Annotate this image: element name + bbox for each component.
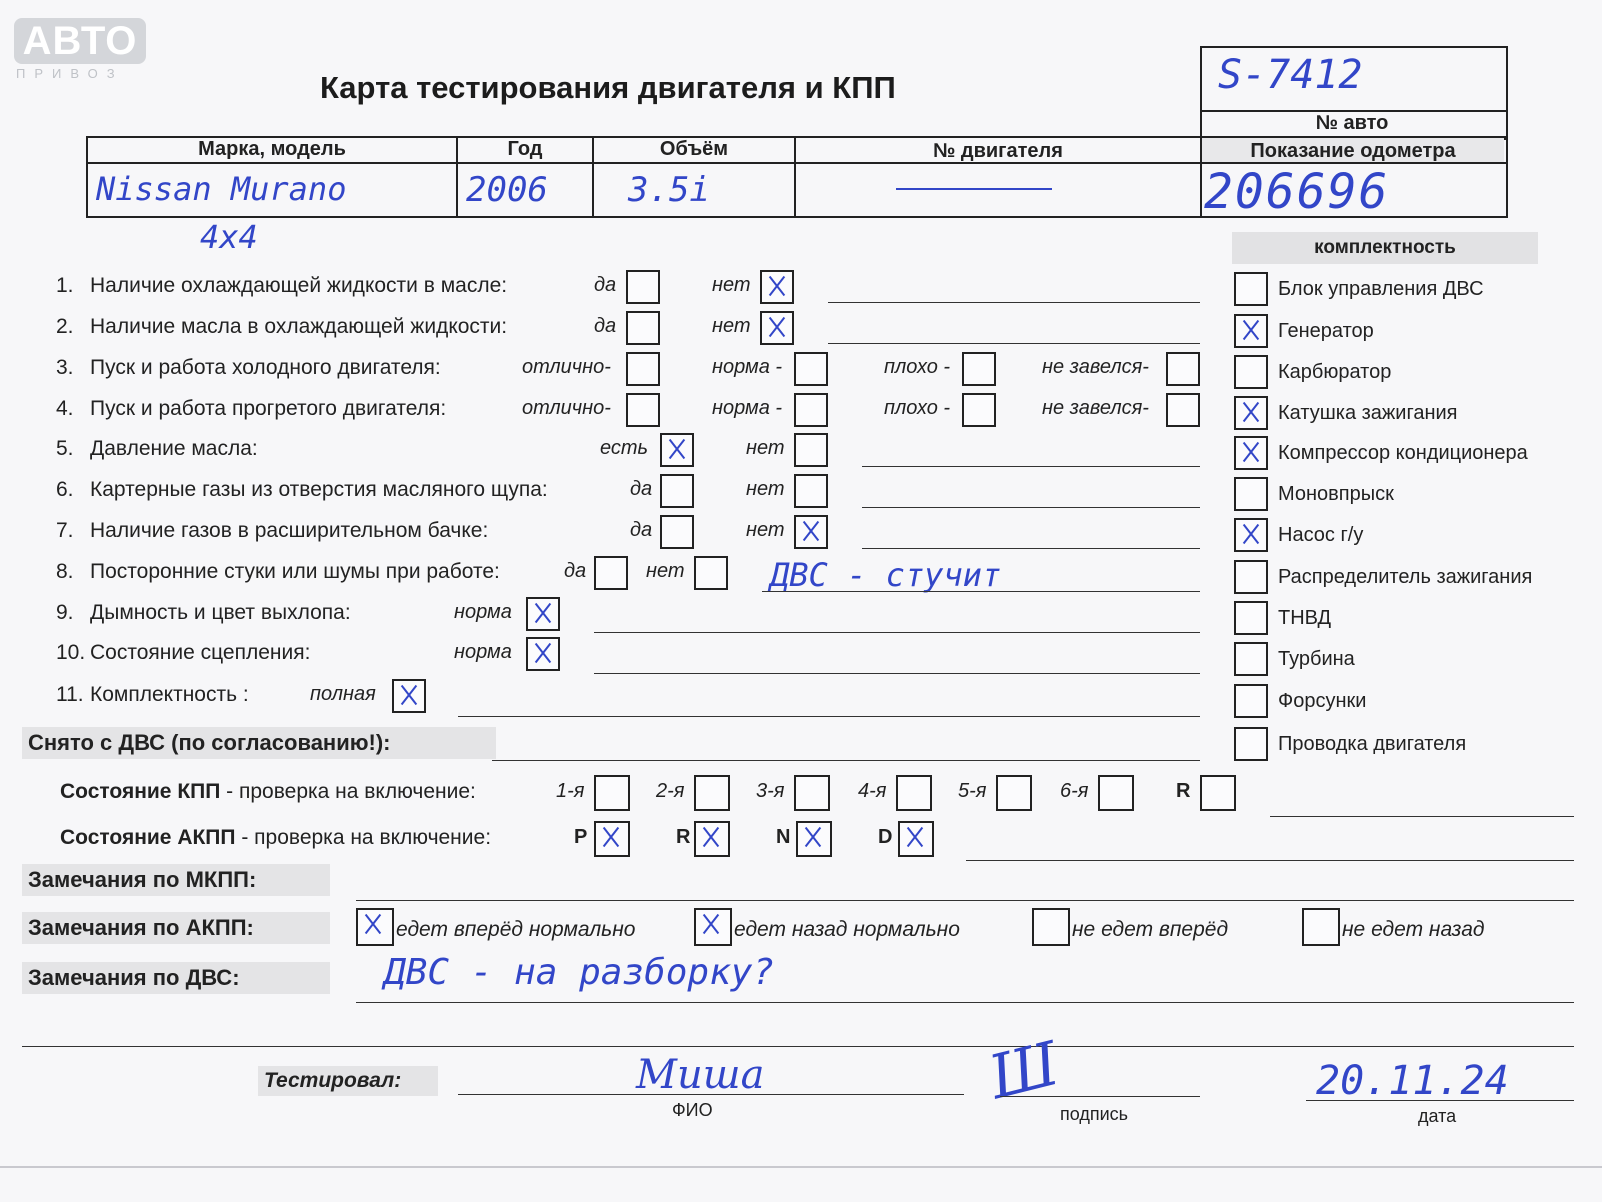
- check-row-label: 10. Состояние сцепления:: [56, 641, 311, 664]
- side-checkbox[interactable]: [1234, 642, 1268, 676]
- option-no-checkbox[interactable]: [760, 270, 794, 304]
- gear-label: 5-я: [958, 780, 987, 802]
- signature: Ш: [982, 1028, 1066, 1114]
- remarks-dvs-line: [356, 1002, 1574, 1003]
- option-normal-checkbox[interactable]: [526, 597, 560, 631]
- volume-value: 3.5i: [628, 170, 710, 210]
- make-label: Марка, модель: [198, 138, 346, 160]
- side-checkbox[interactable]: [1234, 560, 1268, 594]
- option-yes-checkbox[interactable]: [660, 515, 694, 549]
- option-no-start-checkbox[interactable]: [1166, 352, 1200, 386]
- gear-label: 2-я: [656, 780, 685, 802]
- option-excellent-label: отлично-: [522, 397, 611, 419]
- check-row-label: 11. Комплектность :: [56, 683, 249, 706]
- option-yes-checkbox[interactable]: [626, 311, 660, 345]
- option-normal-checkbox[interactable]: [526, 637, 560, 671]
- side-item-label: Моновпрыск: [1278, 483, 1394, 505]
- check-row-label: 2. Наличие масла в охлаждающей жидкости:: [56, 315, 508, 338]
- option-no-label: нет: [646, 560, 685, 582]
- row-note-line: [458, 716, 1200, 717]
- gear-label: R: [1176, 780, 1191, 802]
- side-checkbox[interactable]: [1234, 684, 1268, 718]
- check-row-label: 8. Посторонние стуки или шумы при работе:: [56, 560, 500, 583]
- gear-label: 4-я: [858, 780, 887, 802]
- option-full-label: полная: [310, 683, 376, 705]
- auto-number-value: S-7412: [1218, 52, 1363, 98]
- side-checkbox[interactable]: [1234, 477, 1268, 511]
- gear-checkbox[interactable]: [896, 775, 932, 811]
- gear-checkbox[interactable]: [694, 775, 730, 811]
- remarks-dvs-note: ДВС - на разборку?: [384, 952, 775, 993]
- check-row-label: 9. Дымность и цвет выхлопа:: [56, 601, 351, 624]
- option-no-label: нет: [746, 437, 785, 459]
- option-bad-checkbox[interactable]: [962, 352, 996, 386]
- option-no-start-label: не завелся-: [1042, 397, 1149, 419]
- remarks-mkpp-line: [356, 900, 1574, 901]
- removed-label: Снято с ДВС (по согласованию!):: [22, 727, 496, 759]
- row-note-line: [828, 302, 1200, 303]
- akpp-no-backward-label: не едет назад: [1342, 918, 1485, 941]
- date-label: дата: [1418, 1106, 1457, 1126]
- option-yes-label: да: [594, 315, 617, 337]
- akpp-gear-checkbox[interactable]: [694, 821, 730, 857]
- side-checkbox[interactable]: [1234, 518, 1268, 552]
- make-extra: 4x4: [200, 218, 258, 256]
- akpp-no-forward-label: не едет вперёд: [1072, 918, 1229, 941]
- date-line: [1306, 1100, 1574, 1101]
- side-item-label: ТНВД: [1278, 607, 1332, 629]
- side-item-label: Турбина: [1278, 648, 1355, 670]
- auto-number-label: № авто: [1315, 112, 1389, 134]
- side-item-label: Проводка двигателя: [1278, 733, 1467, 755]
- option-normal-checkbox[interactable]: [794, 352, 828, 386]
- akpp-forward-ok-label: едет вперёд нормально: [396, 918, 636, 941]
- side-item-label: Насос г/у: [1278, 524, 1364, 546]
- akpp-gear-label: P: [574, 826, 588, 848]
- option-bad-label: плохо -: [884, 356, 951, 378]
- akpp-gear-checkbox[interactable]: [594, 821, 630, 857]
- year-label: Год: [507, 138, 543, 160]
- option-full-checkbox[interactable]: [392, 679, 426, 713]
- akpp-backward-ok-checkbox[interactable]: [694, 908, 732, 946]
- akpp-no-forward-checkbox[interactable]: [1032, 908, 1070, 946]
- option-normal-label: норма -: [712, 356, 783, 378]
- akpp-label: Состояние АКПП - проверка на включение:: [60, 826, 492, 849]
- check-row-label: 7. Наличие газов в расширительном бачке:: [56, 519, 489, 542]
- akpp-gear-label: R: [676, 826, 691, 848]
- option-no-start-checkbox[interactable]: [1166, 393, 1200, 427]
- akpp-gear-label: N: [776, 826, 791, 848]
- signature-label: подпись: [1060, 1104, 1129, 1124]
- check-row-label: 5. Давление масла:: [56, 437, 258, 460]
- page-bottom-edge: [0, 1166, 1602, 1168]
- kpp-label: Состояние КПП - проверка на включение:: [60, 780, 476, 803]
- option-no-label: нет: [746, 519, 785, 541]
- option-yes-label: да: [630, 478, 653, 500]
- check-row-label: 6. Картерные газы из отверстия масляного щупа:: [56, 478, 548, 501]
- tester-name-line: [458, 1094, 964, 1095]
- option-no-label: нет: [712, 274, 751, 296]
- akpp-gear-checkbox[interactable]: [898, 821, 934, 857]
- date-value: 20.11.24: [1316, 1058, 1509, 1104]
- noise-note: ДВС - стучит: [770, 556, 1002, 594]
- option-normal-label: норма: [454, 641, 512, 663]
- akpp-no-backward-checkbox[interactable]: [1302, 908, 1340, 946]
- row-note-line: [828, 343, 1200, 344]
- side-checkbox[interactable]: [1234, 355, 1268, 389]
- remarks-mkpp-label: Замечания по МКПП:: [22, 864, 330, 896]
- row-note-line: [862, 466, 1200, 467]
- check-row-label: 1. Наличие охлаждающей жидкости в масле:: [56, 274, 508, 297]
- engine-number-label: № двигателя: [933, 140, 1063, 162]
- option-no-checkbox[interactable]: [794, 474, 828, 508]
- row-note-line: [594, 673, 1200, 674]
- option-yes-label: да: [594, 274, 617, 296]
- tested-by-label: Тестировал:: [258, 1066, 438, 1096]
- option-yes-checkbox[interactable]: [660, 474, 694, 508]
- volume-label: Объём: [659, 138, 729, 160]
- option-yes-checkbox[interactable]: [626, 270, 660, 304]
- side-item-label: Карбюратор: [1278, 361, 1392, 383]
- akpp-line: [966, 860, 1574, 861]
- row-note-line: [862, 507, 1200, 508]
- side-checkbox[interactable]: [1234, 272, 1268, 306]
- side-checkbox[interactable]: [1234, 727, 1268, 761]
- row-note-line: [762, 591, 1200, 592]
- signature-line: [1000, 1096, 1200, 1097]
- side-checkbox[interactable]: [1234, 396, 1268, 430]
- option-normal-label: норма: [454, 601, 512, 623]
- kpp-line: [1270, 816, 1574, 817]
- row-note-line: [594, 632, 1200, 633]
- page-title: Карта тестирования двигателя и КПП: [320, 70, 896, 105]
- akpp-gear-checkbox[interactable]: [796, 821, 832, 857]
- engine-number-dash: [896, 188, 1052, 190]
- option-no-checkbox[interactable]: [794, 433, 828, 467]
- gear-checkbox[interactable]: [1200, 775, 1236, 811]
- side-checkbox[interactable]: [1234, 436, 1268, 470]
- option-normal-label: норма -: [712, 397, 783, 419]
- side-item-label: Форсунки: [1278, 690, 1367, 712]
- option-no-checkbox[interactable]: [794, 515, 828, 549]
- option-no-checkbox[interactable]: [694, 556, 728, 590]
- option-no-start-label: не завелся-: [1042, 356, 1149, 378]
- logo: АВТО: [14, 18, 146, 64]
- side-checkbox[interactable]: [1234, 314, 1268, 348]
- option-excellent-checkbox[interactable]: [626, 352, 660, 386]
- check-row-label: 4. Пуск и работа прогретого двигателя:: [56, 397, 447, 420]
- option-no-label: нет: [712, 315, 751, 337]
- option-yes-label: да: [564, 560, 587, 582]
- option-excellent-checkbox[interactable]: [626, 393, 660, 427]
- check-row-label: 3. Пуск и работа холодного двигателя:: [56, 356, 441, 379]
- side-item-label: Блок управления ДВС: [1278, 278, 1484, 300]
- tester-name: Миша: [636, 1052, 765, 1098]
- option-yes-label: да: [630, 519, 653, 541]
- option-excellent-label: отлично-: [522, 356, 611, 378]
- side-checkbox[interactable]: [1234, 601, 1268, 635]
- gear-checkbox[interactable]: [1098, 775, 1134, 811]
- gear-checkbox[interactable]: [794, 775, 830, 811]
- option-no-checkbox[interactable]: [760, 311, 794, 345]
- gear-label: 3-я: [756, 780, 785, 802]
- side-item-label: Компрессор кондиционера: [1278, 442, 1528, 464]
- remarks-dvs-label: Замечания по ДВС:: [22, 962, 330, 994]
- remarks-akpp-label: Замечания по АКПП:: [22, 912, 330, 944]
- remarks-dvs-line-2: [22, 1046, 1574, 1047]
- option-normal-checkbox[interactable]: [794, 393, 828, 427]
- odometer-label: Показание одометра: [1250, 140, 1456, 162]
- gear-label: 6-я: [1060, 780, 1089, 802]
- side-item-label: Распределитель зажигания: [1278, 566, 1533, 588]
- completeness-title: комплектность: [1232, 232, 1538, 264]
- option-yes-checkbox[interactable]: [594, 556, 628, 590]
- gear-checkbox[interactable]: [996, 775, 1032, 811]
- fio-label: ФИО: [672, 1100, 713, 1120]
- option-yes-checkbox[interactable]: [660, 433, 694, 467]
- akpp-backward-ok-label: едет назад нормально: [734, 918, 960, 941]
- option-bad-checkbox[interactable]: [962, 393, 996, 427]
- akpp-gear-label: D: [878, 826, 893, 848]
- make-value: Nissan Murano: [96, 170, 347, 208]
- gear-checkbox[interactable]: [594, 775, 630, 811]
- logo-subtitle: ПРИВОЗ: [16, 66, 124, 81]
- option-yes-label: есть: [600, 437, 649, 459]
- gear-label: 1-я: [556, 780, 585, 802]
- option-no-label: нет: [746, 478, 785, 500]
- side-item-label: Генератор: [1278, 320, 1374, 342]
- odometer-value: 206696: [1204, 164, 1390, 220]
- akpp-forward-ok-checkbox[interactable]: [356, 908, 394, 946]
- removed-line: [492, 760, 1200, 761]
- row-note-line: [862, 548, 1200, 549]
- side-item-label: Катушка зажигания: [1278, 402, 1458, 424]
- year-value: 2006: [466, 170, 548, 210]
- option-bad-label: плохо -: [884, 397, 951, 419]
